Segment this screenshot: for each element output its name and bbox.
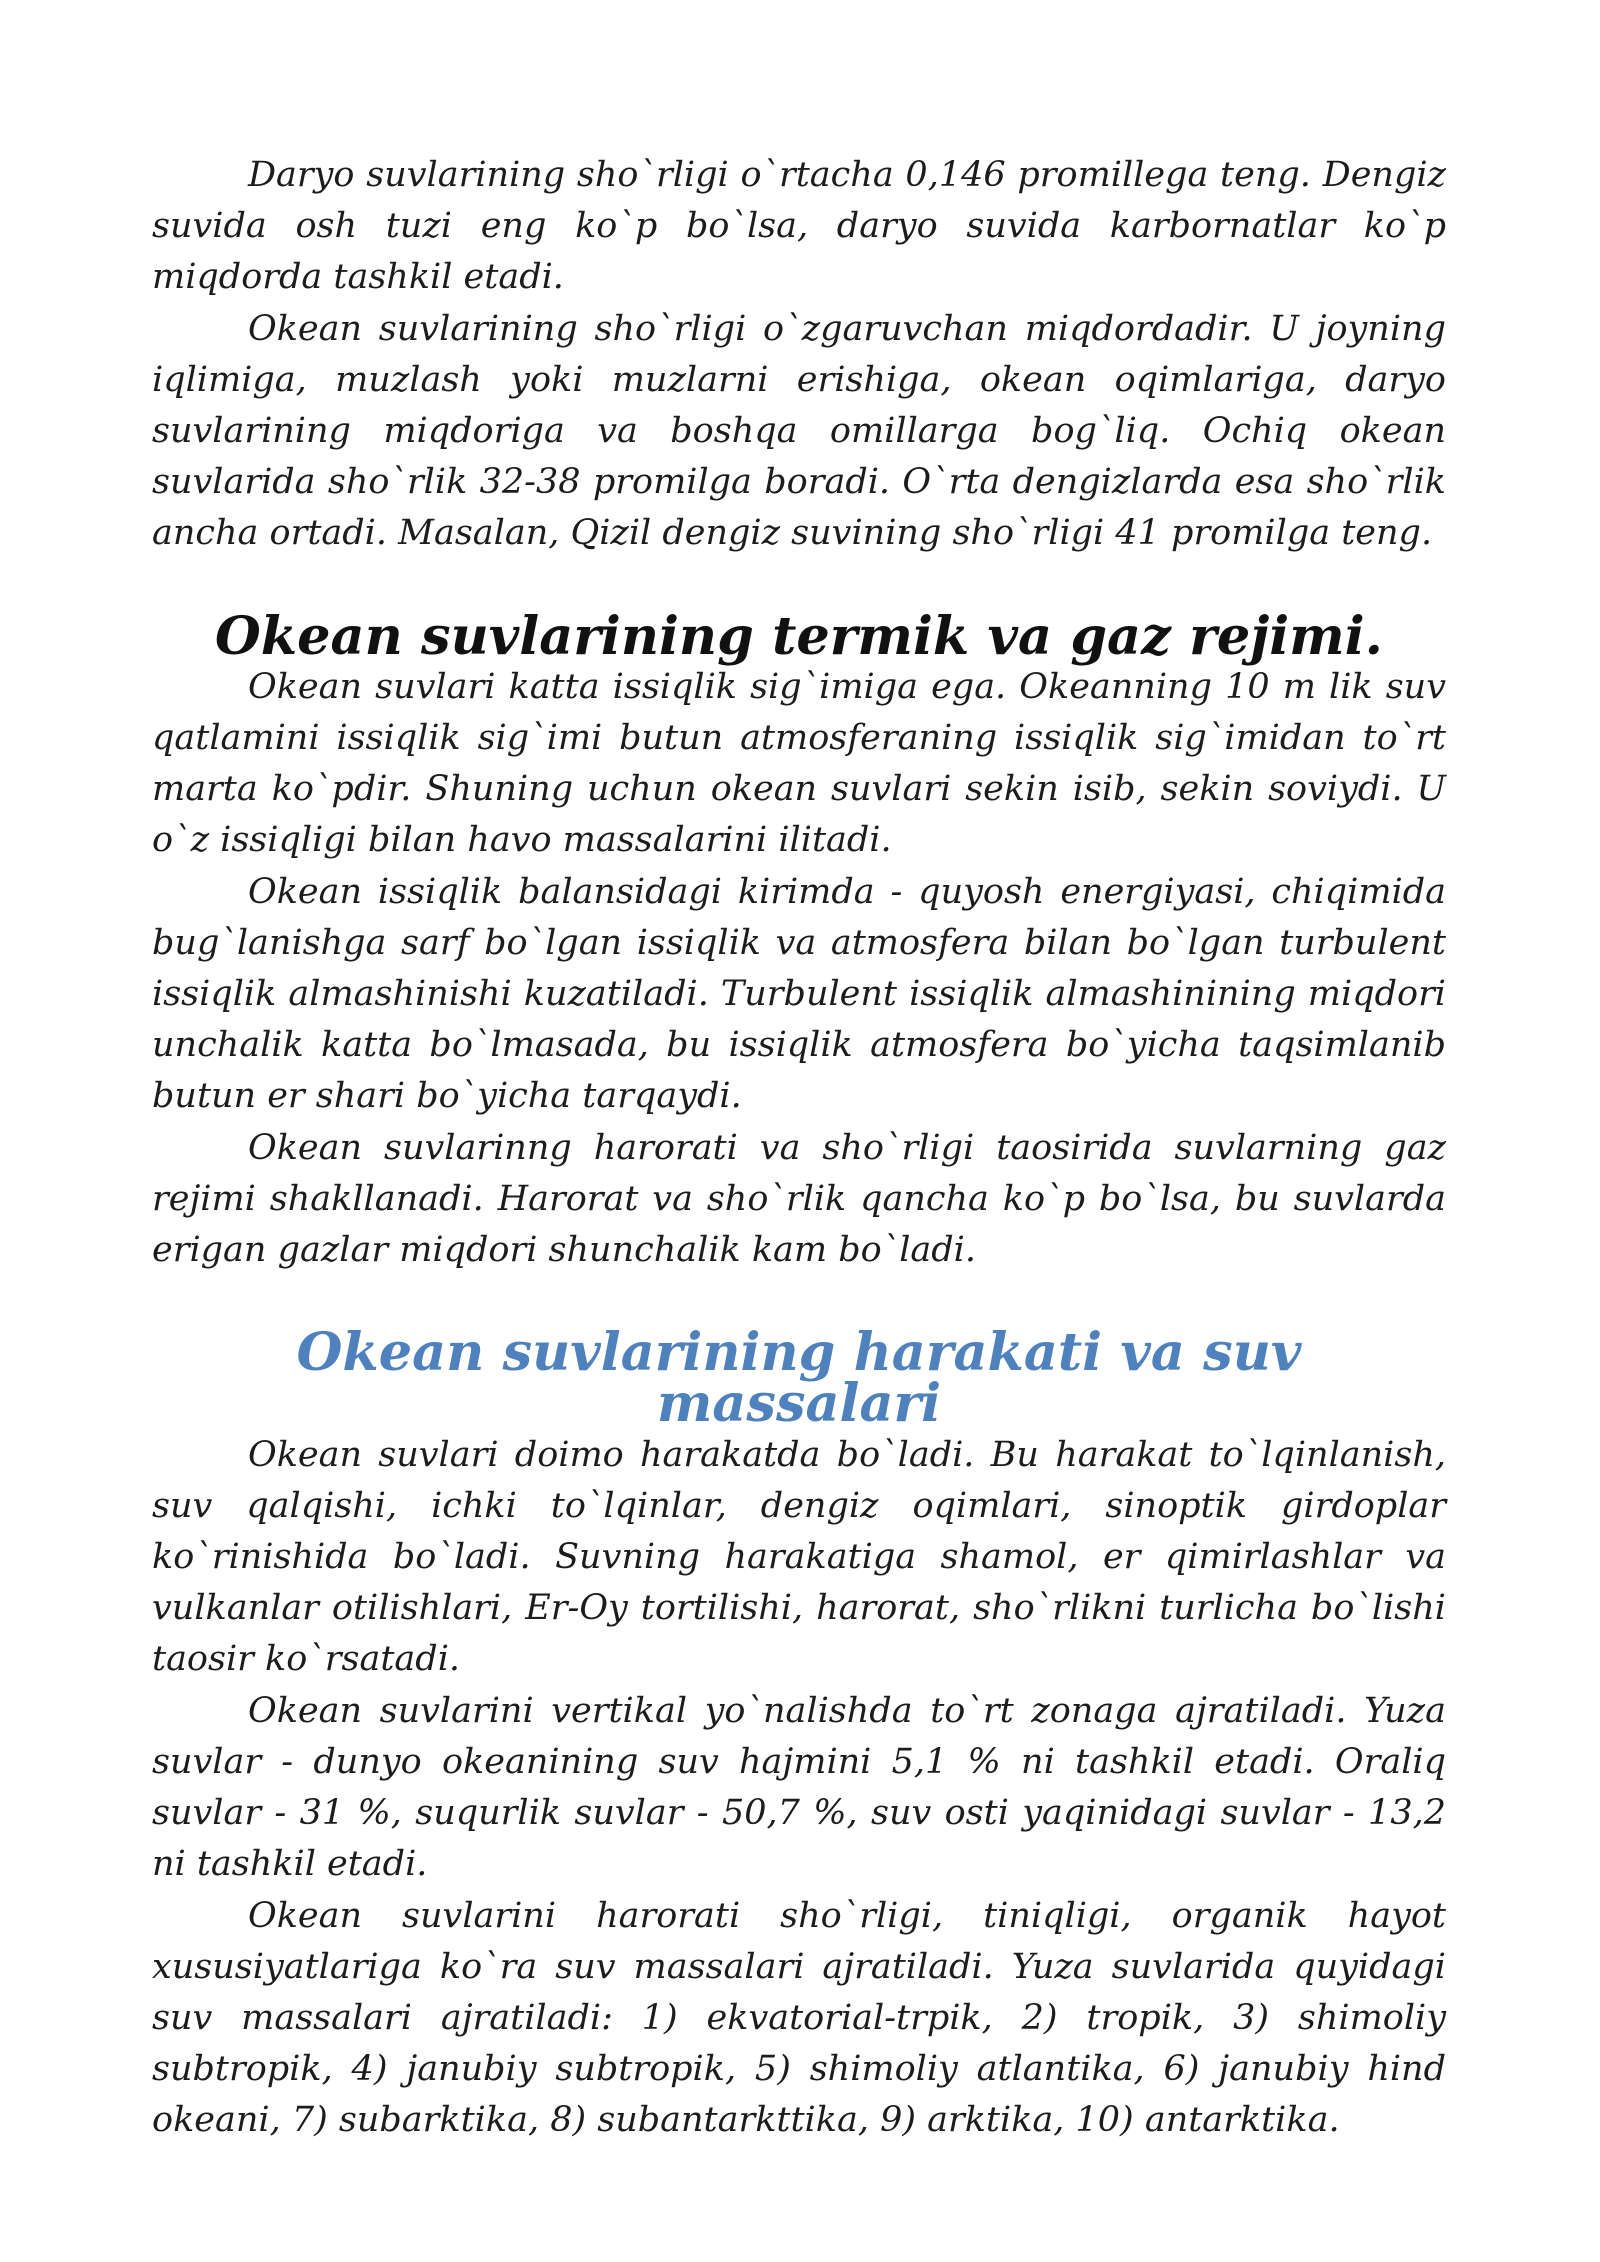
paragraph-water-masses: Okean suvlarini harorati sho`rligi, tiniqligi, organik hayot xususiyatlariga ko`ra suv massalari ajratiladi. Yuza suvlarida quyidagi suv massalari ajratiladi: 1) ekvatorial-trpik, 2) tropik, 3) shimoliy subtropik, 4) janubiy subtropik, 5) shimoliy atlantika, 6) janubiy hind okeani, 7) subarktika, 8) subantarkttika, 9) arktika, 10) antarktika.	[152, 1895, 1446, 2141]
paragraph-water-motion: Okean suvlari doimo harakatda bo`ladi. Bu harakat to`lqinlanish, suv qalqishi, ichki to`lqinlar, dengiz oqimlari, sinoptik girdoplar ko`rinishida bo`ladi. Suvning harakatiga shamol, er qimirlashlar va vulkanlar otilishlari, Er-Oy tortilishi, harorat, sho`rlikni turlicha bo`lishi taosir ko`rsatadi.	[152, 1434, 1446, 1680]
heading-water-movement: Okean suvlarining harakati va suv massalari	[296, 1322, 1302, 1435]
paragraph-heat-balance: Okean issiqlik balansidagi kirimda - quyosh energiyasi, chiqimida bug`lanishga sarf bo`lgan issiqlik va atmosfera bilan bo`lgan turbulent issiqlik almashinishi kuzatiladi. Turbulent issiqlik almashinining miqdori unchalik katta bo`lmasada, bu issiqlik atmosfera bo`yicha taqsimlanib butun er shari bo`yicha tarqaydi.	[152, 871, 1446, 1117]
heading-thermal-gas-regime: Okean suvlarining termik va gaz rejimi.	[215, 605, 1383, 667]
paragraph-gas-regime: Okean suvlarinng harorati va sho`rligi taosirida suvlarning gaz rejimi shakllanadi. Harorat va sho`rlik qancha ko`p bo`lsa, bu suvlarda erigan gazlar miqdori shunchalik kam bo`ladi.	[152, 1127, 1446, 1271]
document-page	[152, 150, 1446, 2147]
section-spacer	[152, 560, 1446, 611]
paragraph-vertical-zones: Okean suvlarini vertikal yo`nalishda to`rt zonaga ajratiladi. Yuza suvlar - dunyo okeanining suv hajmini 5,1 % ni tashkil etadi. Oraliq suvlar - 31 %, suqurlik suvlar - 50,7 %, suv osti yaqinidagi suvlar - 13,2 ni tashkil etadi.	[152, 1690, 1446, 1885]
section-salinity	[152, 150, 1446, 560]
section-water-movement	[152, 1322, 1446, 2146]
section-thermal-gas-regime	[152, 605, 1446, 1277]
section-spacer	[152, 1276, 1446, 1327]
paragraph-river-salinity: Daryo suvlarining sho`rligi o`rtacha 0,146 promillega teng. Dengiz suvida osh tuzi eng ko`p bo`lsa, daryo suvida karbornatlar ko`p miqdorda tashkil etadi.	[152, 155, 1446, 298]
paragraph-heat-capacity: Okean suvlari katta issiqlik sig`imiga ega. Okeanning 10 m lik suv qatlamini issiqlik sig`imi butun atmosferaning issiqlik sig`imidan to`rt marta ko`pdir. Shuning uchun okean suvlari sekin isib, sekin soviydi. U o`z issiqligi bilan havo massalarini ilitadi.	[152, 666, 1446, 861]
paragraph-ocean-salinity: Okean suvlarining sho`rligi o`zgaruvchan miqdordadir. U joyning iqlimiga, muzlash yoki muzlarni erishiga, okean oqimlariga, daryo suvlarining miqdoriga va boshqa omillarga bog`liq. Ochiq okean suvlarida sho`rlik 32-38 promilga boradi. O`rta dengizlarda esa sho`rlik ancha ortadi. Masalan, Qizil dengiz suvining sho`rligi 41 promilga teng.	[152, 308, 1446, 554]
